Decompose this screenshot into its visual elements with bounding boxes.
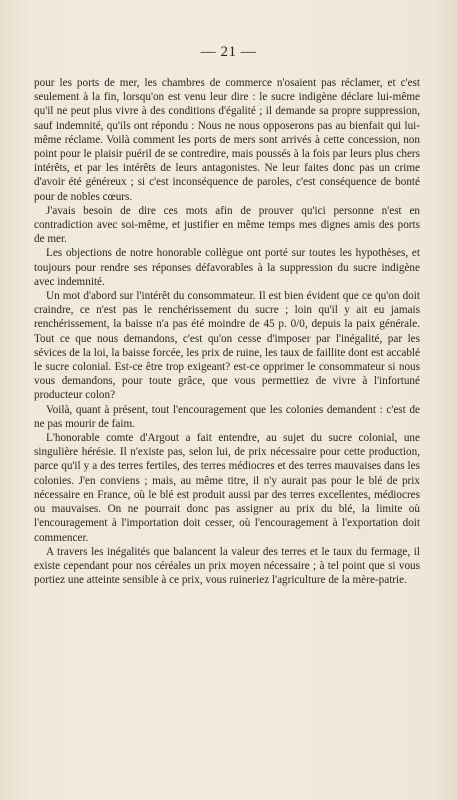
paragraph: Les objections de notre honorable collègue ont porté sur toutes les hypothèses, et toujours pour rendre ses réponses défavorables à la suppression du sucre indigène avec indemnité. (34, 247, 420, 288)
paragraph: Voilà, quant à présent, tout l'encouragement que les colonies demandent : c'est de ne pas mourir de faim. (34, 403, 420, 430)
paragraph: L'honorable comte d'Argout a fait entendre, au sujet du sucre colonial, une singulière hérésie. Il n'existe pas, selon lui, de prix nécessaire pour cette production, parce qu'il y a des terres fertiles, des terres médiocres et des terres mauvaises dans les colonies. J'en conviens ; mais, au même titre, il n'y aurait pas pour le blé de prix nécessaire en France, où le blé est produit aussi par des terres excellentes, médiocres ou mauvaises. On ne pourrait donc pas assigner au prix du blé, la limite où l'encouragement à l'importation doit cesser, où l'encouragement à l'exportation doit commencer. (34, 432, 420, 544)
body-text (34, 76, 420, 587)
paragraph: J'avais besoin de dire ces mots afin de prouver qu'ici personne n'est en contradiction avec soi-même, et justifier en même temps mes dignes amis des ports de mer. (34, 204, 420, 246)
page-number: — 21 — (200, 44, 257, 60)
paragraph: Un mot d'abord sur l'intérêt du consommateur. Il est bien évident que ce qu'on doit craindre, ce n'est pas le renchérissement du sucre ; loin qu'il y ait eu jamais renchérissement, la baisse n'a pas été moindre de 45 p. 0/0, depuis la paix générale. Tout ce que nous demandons, c'est qu'on cesse d'imposer par l'inégalité, par les sévices de la loi, la baisse forcée, les prix de ruine, les taux de faillite dont est accablé le sucre colonial. Est-ce être trop exigeant? est-ce opprimer le consommateur si nous vous demandons, pour toute grâce, que vous permettiez de vivre à l'infortuné producteur colon? (34, 290, 420, 402)
paragraph: pour les ports de mer, les chambres de commerce n'osaient pas réclamer, et c'est seulement à la fin, lorsqu'on est venu leur dire : le sucre indigène déclare lui-même qu'il ne peut plus vivre à des conditions d'égalité ; il demande sa propre suppression, sauf indemnité, qu'ils ont répondu : Nous ne nous opposerons pas au bienfait qui lui-même réclame. Voilà comment les ports de mers sont arrivés à cette concession, non point pour le plaisir puéril de se contredire, mais poussés à la fois par leurs plus chers intérêts, et par les intérêts de leurs antagonistes. Ne leur faites donc pas un crime d'avoir été généreux ; si c'est inconséquence de paroles, c'est conséquence de bonté pour de nobles cœurs. (34, 77, 420, 203)
paragraph: A travers les inégalités que balancent la valeur des terres et le taux du fermage, il existe cependant pour nos céréales un prix moyen nécessaire ; à tel point que si vous portiez une atteinte sensible à ce prix, vous ruineriez l'agriculture de la mère-patrie. (34, 545, 420, 587)
